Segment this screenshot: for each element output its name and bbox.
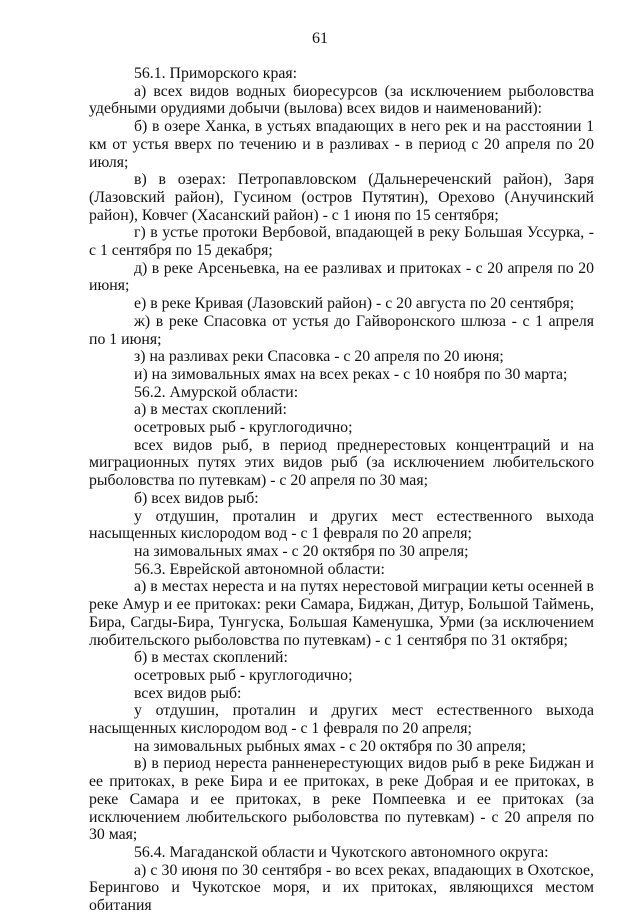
paragraph: и) на зимовальных ямах на всех реках - с 10 ноября по 30 марта; (134, 365, 568, 383)
paragraph: г) в устье протоки Вербовой, впадающей в реку Большая Уссурка, - с 1 сентября по 15 декабря; (89, 224, 594, 260)
paragraph: 56.4. Магаданской области и Чукотского автономного округа: (134, 843, 549, 861)
paragraph: всех видов рыб, в период преднерестовых концентраций и на миграционных путях этих видов рыб (за исключением любительского рыболовства по путевкам) - с 20 апреля по 30 мая; (89, 436, 594, 490)
paragraph: ж) в реке Спасовка от устья до Гайворонского шлюза - с 1 апреля по 1 июня; (89, 312, 594, 348)
paragraph: а) в местах нереста и на путях нерестовой миграции кеты осенней в реке Амур и ее притоках: реки Самара, Биджан, Дитур, Большой Таймень, Бира, Сагды-Бира, Тунгуска, Большая Каменушка, Урми (за исключением любительского рыболовства по путевкам) - с 1 сентября по 31 октября; (89, 578, 594, 649)
paragraph: б) в местах скоплений: (134, 649, 288, 667)
paragraph: е) в реке Кривая (Лазовский район) - с 20 августа по 20 сентября; (134, 295, 575, 313)
paragraph: у отдушин, проталин и других мест естественного выхода насыщенных кислородом вод - с 1 февраля по 20 апреля; (89, 507, 594, 543)
paragraph: осетровых рыб - круглогодично; (134, 419, 353, 437)
paragraph: а) с 30 июня по 30 сентября - во всех реках, впадающих в Охотское, Берингово и Чукотское моря, и их притоках, являющихся местом обитания (89, 861, 594, 915)
paragraph: у отдушин, проталин и других мест естественного выхода насыщенных кислородом вод - с 1 февраля по 20 апреля; (89, 702, 594, 738)
paragraph: в) в озерах: Петропавловском (Дальнереченский район), Заря (Лазовский район), Гусином (остров Путятин), Орехово (Анучинский район), Ковчег (Хасанский район) - с 1 июня по 15 сентября; (89, 171, 594, 224)
paragraph: на зимовальных ямах - с 20 октября по 30 апреля; (134, 542, 469, 560)
paragraph: 56.2. Амурской области: (134, 383, 299, 401)
paragraph: а) в местах скоплений: (134, 401, 287, 419)
paragraph: осетровых рыб - круглогодично; (134, 666, 353, 684)
paragraph: б) в озере Ханка, в устьях впадающих в него рек и на расстоянии 1 км от устья вверх по течению и в разливах - в период с 20 апреля по 20 июля; (89, 118, 594, 171)
paragraph: в) в период нереста ранненерестующих видов рыб в реке Биджан и ее притоках, в реке Бира и ее притоках, в реке Добрая и ее притоках, в реке Самара и ее притоках, в реке Помпеевка и ее притоках (за исключением любительского рыболовства по путевкам) - с 20 апреля по 30 мая; (89, 755, 594, 844)
paragraph: з) на разливах реки Спасовка - с 20 апреля по 20 июня; (134, 348, 504, 366)
page-number: 61 (312, 30, 328, 47)
paragraph: б) всех видов рыб: (134, 489, 259, 507)
paragraph: всех видов рыб: (134, 684, 242, 702)
paragraph: 56.3. Еврейской автономной области: (134, 560, 385, 578)
paragraph: на зимовальных рыбных ямах - с 20 октября по 30 апреля; (134, 737, 527, 755)
document-body (89, 65, 594, 915)
paragraph: а) всех видов водных биоресурсов (за исключением рыболовства удебными орудиями добычи (вылова) всех видов и наименований): (89, 82, 594, 118)
paragraph: 56.1. Приморского края: (134, 65, 298, 82)
paragraph: д) в реке Арсеньевка, на ее разливах и притоках - с 20 апреля по 20 июня; (89, 259, 594, 295)
